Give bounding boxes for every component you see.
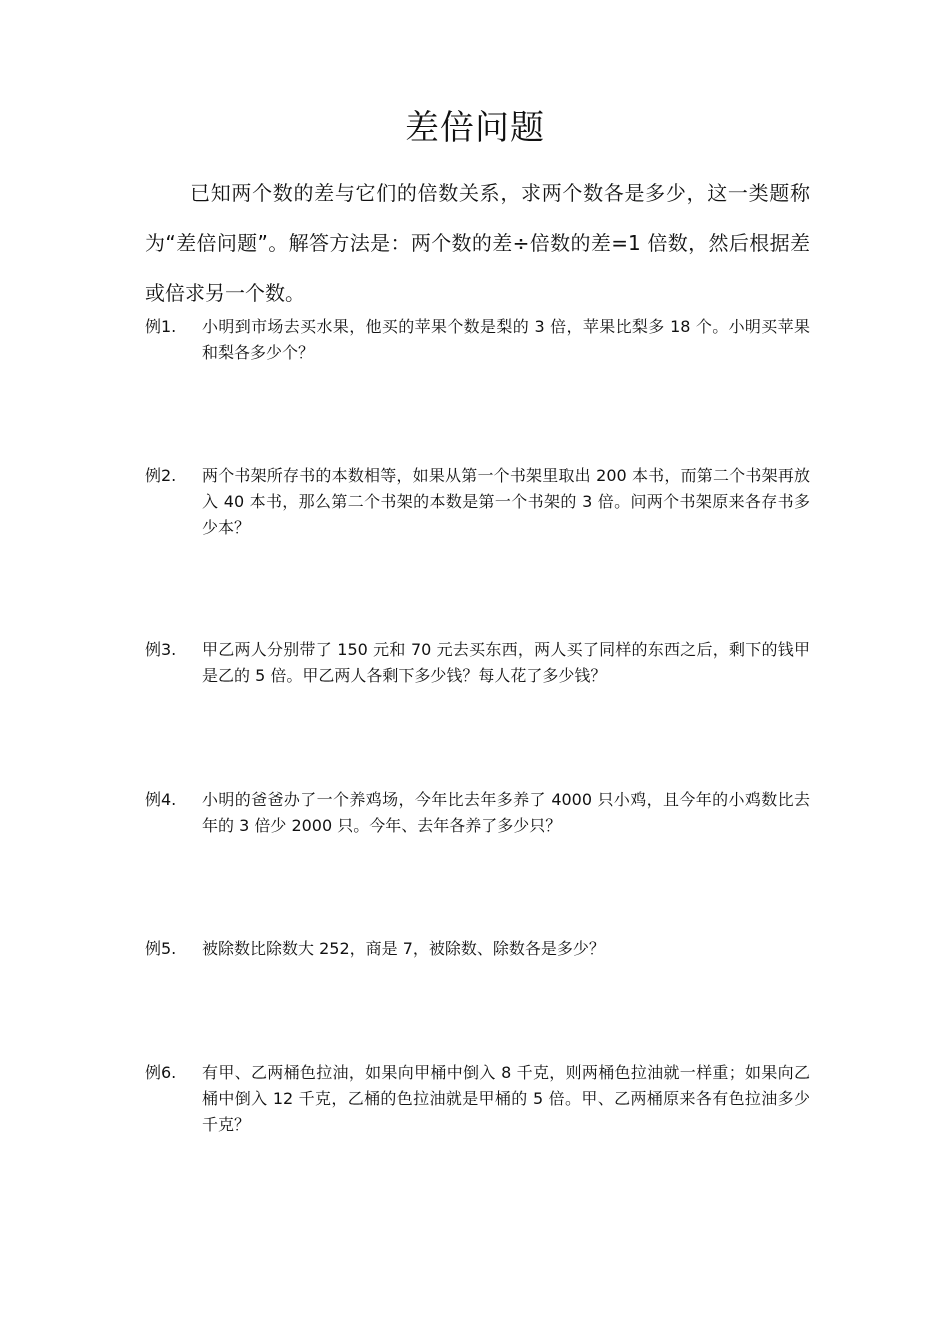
- example-number: 例5.: [145, 939, 177, 958]
- example-text: 甲乙两人分别带了 150 元和 70 元去买东西，两人买了同样的东西之后，剩下的钱甲是乙的 5 倍。甲乙两人各剩下多少钱？每人花了多少钱？: [202, 640, 810, 685]
- example-2: [145, 463, 810, 541]
- page-title: 差倍问题: [405, 108, 545, 148]
- example-6: [145, 1060, 810, 1138]
- example-text: 小明到市场去买水果，他买的苹果个数是梨的 3 倍，苹果比梨多 18 个。小明买苹果和梨各多少个？: [202, 317, 810, 362]
- example-4: [145, 787, 810, 839]
- example-number: 例6.: [145, 1063, 177, 1082]
- example-3: [145, 637, 810, 689]
- example-text: 有甲、乙两桶色拉油，如果向甲桶中倒入 8 千克，则两桶色拉油就一样重；如果向乙桶中倒入 12 千克，乙桶的色拉油就是甲桶的 5 倍。甲、乙两桶原来各有色拉油多少千克？: [202, 1063, 810, 1134]
- example-1: [145, 314, 810, 366]
- example-text: 两个书架所存书的本数相等，如果从第一个书架里取出 200 本书，而第二个书架再放入 40 本书，那么第二个书架的本数是第一个书架的 3 倍。问两个书架原来各存书多少本？: [202, 466, 810, 537]
- example-number: 例4.: [145, 790, 177, 809]
- example-number: 例2.: [145, 466, 177, 485]
- example-number: 例3.: [145, 640, 177, 659]
- example-text: 被除数比除数大 252，商是 7，被除数、除数各是多少？: [202, 939, 605, 958]
- example-number: 例1.: [145, 317, 177, 336]
- intro-paragraph: 已知两个数的差与它们的倍数关系，求两个数各是多少，这一类题称为“差倍问题”。解答方法是：两个数的差÷倍数的差=1 倍数，然后根据差或倍求另一个数。: [145, 181, 810, 305]
- example-5: [145, 936, 810, 962]
- example-text: 小明的爸爸办了一个养鸡场，今年比去年多养了 4000 只小鸡，且今年的小鸡数比去年的 3 倍少 2000 只。今年、去年各养了多少只？: [202, 790, 810, 835]
